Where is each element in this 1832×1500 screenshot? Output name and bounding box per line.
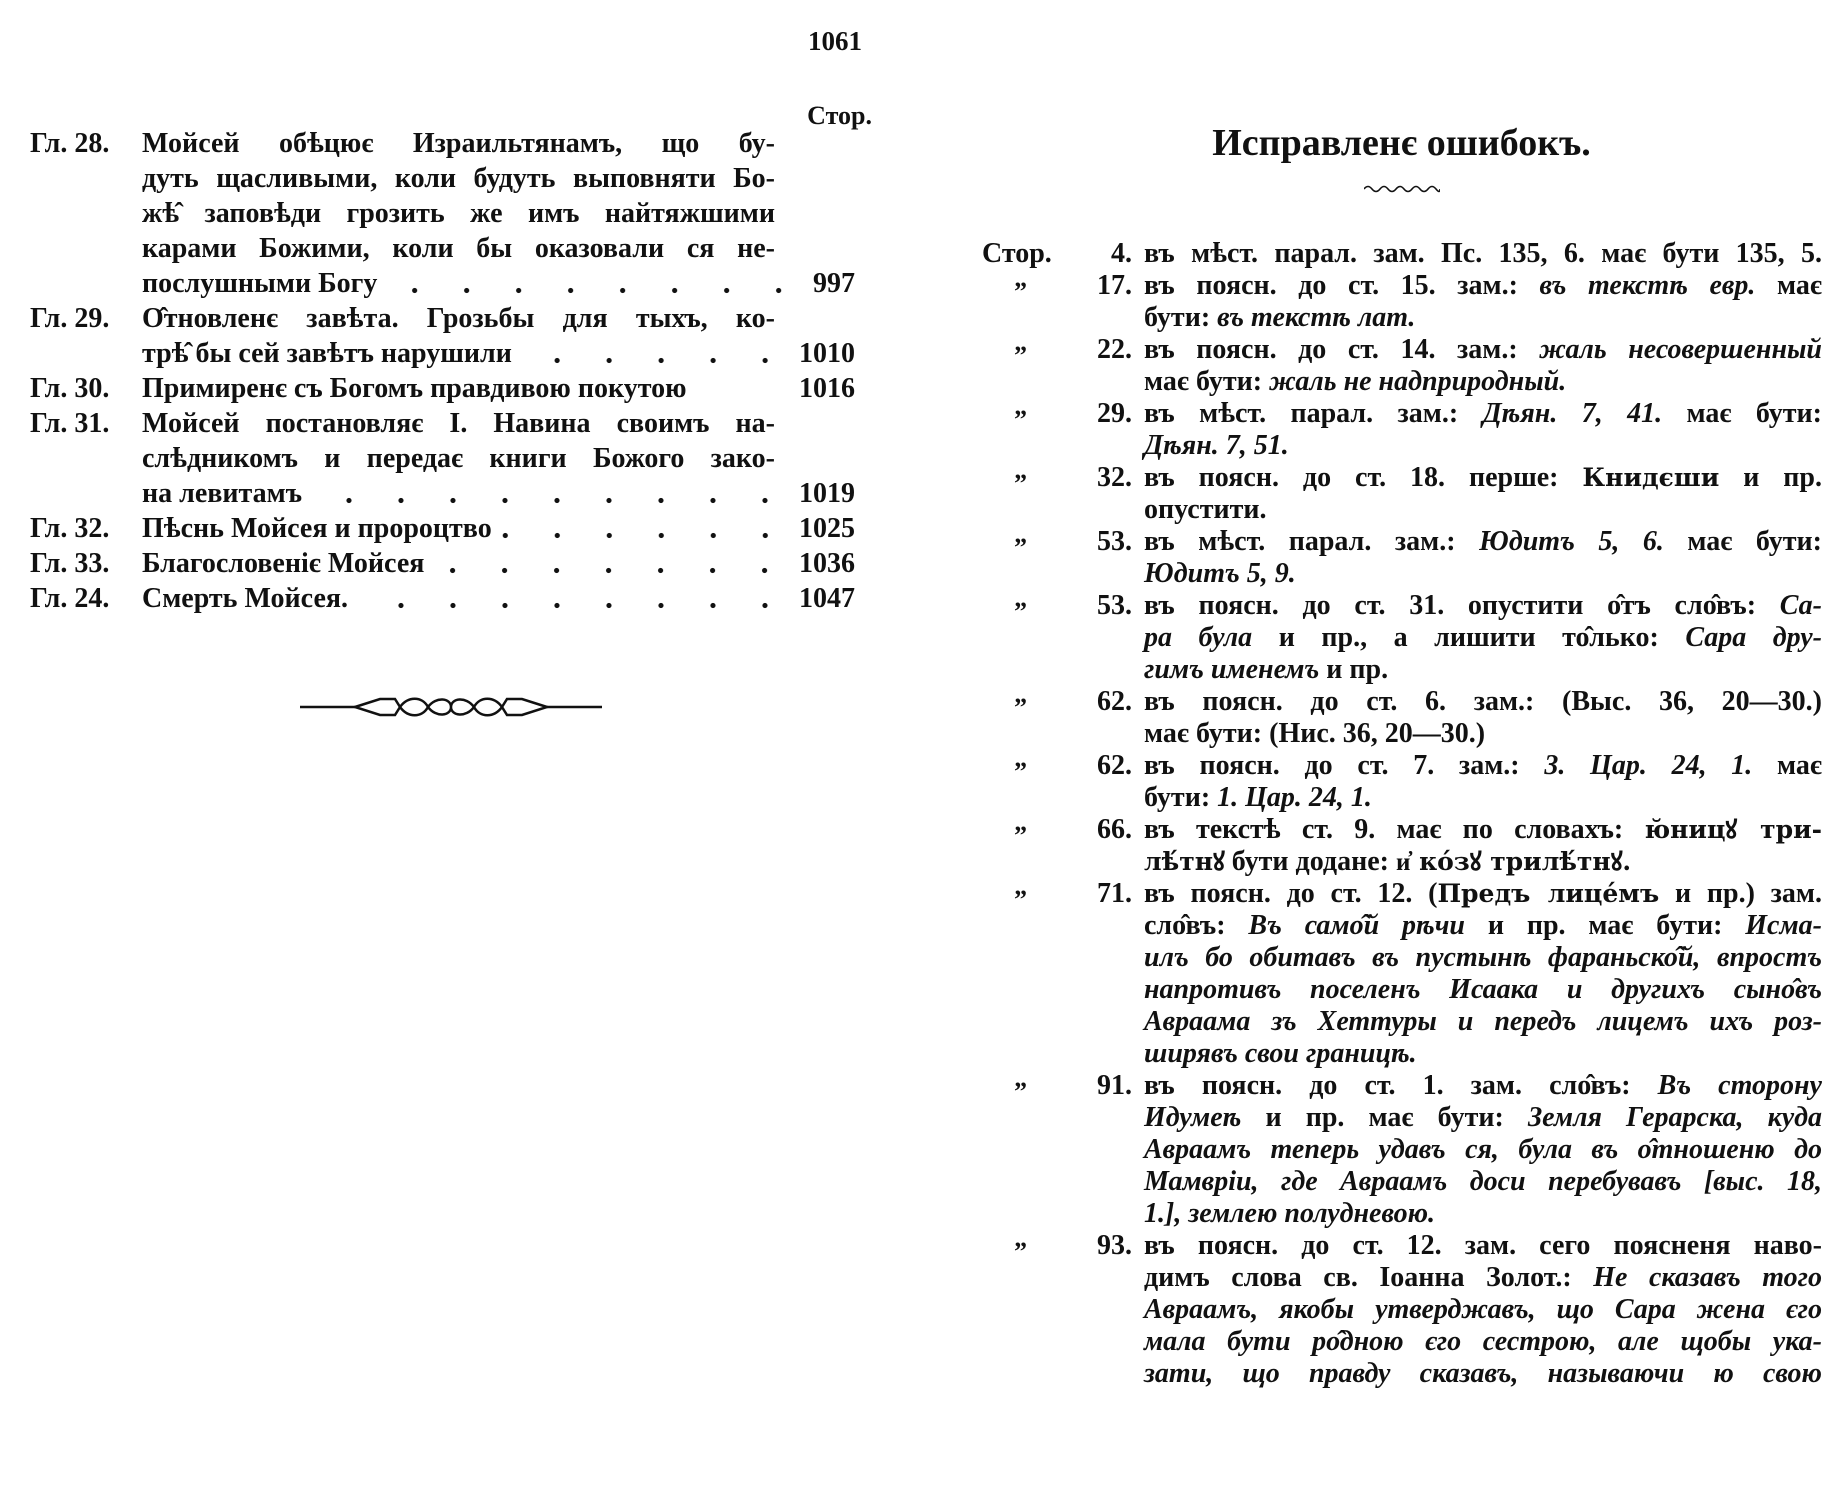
text-segment: ширявъ свои границѣ. [1144, 1038, 1417, 1069]
text-segment: має [1755, 270, 1822, 301]
page-number-ref: 91. [1097, 1070, 1132, 1101]
page-ref: 1019 [799, 478, 855, 509]
text-segment: Мамвріи, где Авраамъ доси перебувавъ [выс. 18, [1144, 1166, 1822, 1197]
text-segment: въ поясн. до ст. 7. зам.: [1144, 750, 1545, 781]
text-segment: и пр. має бути: [1464, 910, 1746, 941]
text-segment: и пр.) зам. [1659, 878, 1822, 909]
errata-line [1144, 1358, 1822, 1390]
errata-entry [0, 238, 1832, 270]
text-segment: Авраамъ теперь удавъ ся, була въ о̂тношеню до [1144, 1134, 1822, 1165]
errata-line [1144, 718, 1822, 750]
toc-page-column-label: Стор. [807, 101, 872, 130]
errata-line [1144, 366, 1822, 398]
page-number-ref: 53. [1097, 590, 1132, 621]
errata-line [1144, 238, 1822, 270]
text-segment: 1.], землею полудневою. [1144, 1198, 1436, 1229]
page-ref: 997 [813, 268, 855, 299]
errata-line [1144, 526, 1822, 558]
text-segment: Дѣян. 7, 41. [1482, 398, 1663, 429]
page-number-ref: 22. [1097, 334, 1132, 365]
text-segment: гимъ именемъ [1144, 654, 1320, 685]
text-segment: и пр., а лишити то̂лько: [1252, 622, 1686, 653]
ditto-mark: ” [1014, 533, 1027, 562]
chapter-label: Гл. 32. [30, 513, 110, 544]
errata-entry [0, 1230, 1832, 1390]
errata-line [1144, 590, 1822, 622]
errata-entry [0, 878, 1832, 1070]
toc-line: карами Божими, коли бы оказовали ся не- [142, 233, 775, 264]
errata-line [1144, 462, 1822, 494]
errata-line [1144, 1070, 1822, 1102]
text-segment: Книдєши [1582, 463, 1720, 492]
errata-line [1144, 270, 1822, 302]
text-segment: ю̆ницꙋ три- [1644, 815, 1823, 844]
ditto-mark: ” [1014, 693, 1027, 722]
wavy-rule-icon [1364, 182, 1440, 196]
text-segment: 3. Цар. 24, 1. [1544, 750, 1753, 781]
errata-entry [0, 398, 1832, 462]
text-segment: Юдитъ 5, 9. [1144, 558, 1296, 589]
text-segment: лѣ́тнꙋ [1144, 847, 1225, 876]
errata-line [1144, 942, 1822, 974]
page-number-ref: 32. [1097, 462, 1132, 493]
toc-line: слѣдникомъ и передає книги Божого зако- [142, 443, 775, 474]
text-segment: въ мѣст. парал. зам. Пс. 135, 6. має бути 135, 5. [1144, 238, 1822, 269]
text-segment: Предъ лице́мъ [1437, 879, 1660, 908]
errata-line [1144, 750, 1822, 782]
toc-line-text: Пѣснь Мойсея и пророцтво [142, 513, 492, 544]
text-segment: въ мѣст. парал. зам.: [1144, 398, 1483, 429]
text-segment: Земля Герарска, куда [1527, 1102, 1822, 1133]
text-segment: опустити. [1144, 494, 1267, 525]
toc-line: О̂тновленє завѣта. Грозьбы для тыхъ, ко- [142, 303, 775, 334]
errata-entry [0, 814, 1832, 878]
errata-line [1144, 334, 1822, 366]
page-number-ref: 29. [1097, 398, 1132, 429]
toc-line-text: на левитамъ [142, 478, 303, 509]
errata-line [1144, 1230, 1822, 1262]
errata-line [1144, 1166, 1822, 1198]
text-segment: має [1752, 750, 1823, 781]
chapter-label: Гл. 31. [30, 408, 110, 439]
text-segment: въ поясн. до ст. 18. перше: [1144, 462, 1583, 493]
text-segment: и пр. [1719, 462, 1822, 493]
text-segment: бути додане: [1224, 846, 1396, 877]
text-segment: Въ сторону [1657, 1070, 1822, 1101]
text-segment: въ текстѣ ст. 9. має по словахъ: [1144, 814, 1645, 845]
page-number-ref: 53. [1097, 526, 1132, 557]
chapter-label: Гл. 30. [30, 373, 110, 404]
text-segment: и҆ ко́зꙋ трилѣ́тнꙋ. [1395, 847, 1632, 876]
errata-entry [0, 270, 1832, 334]
text-segment: въ поясн. до ст. 15. зам.: [1144, 270, 1540, 301]
errata-line [1144, 686, 1822, 718]
text-segment: въ текстѣ лат. [1217, 302, 1416, 333]
text-segment: димъ слова св. Іоанна Золот.: [1144, 1262, 1594, 1293]
errata-title: Исправленє ошибокъ. [1212, 122, 1591, 164]
text-segment: має бути: [1662, 398, 1822, 429]
ditto-mark: ” [1014, 1237, 1027, 1266]
errata-entry [0, 686, 1832, 750]
errata-line [1144, 974, 1822, 1006]
text-segment: въ поясн. до ст. 1. зам. сло̂въ: [1144, 1070, 1658, 1101]
errata-line [1144, 1006, 1822, 1038]
errata-entry [0, 462, 1832, 526]
page-number: 1061 [808, 26, 862, 56]
text-segment: сло̂въ: [1144, 910, 1249, 941]
chapter-label: Гл. 29. [30, 303, 110, 334]
text-segment: въ мѣст. парал. зам.: [1144, 526, 1480, 557]
text-segment: въ поясн. до ст. 14. зам.: [1144, 334, 1540, 365]
page-ref: 1016 [799, 373, 855, 404]
text-segment: Юдитъ 5, 6. [1479, 526, 1664, 557]
errata-entry [0, 1070, 1832, 1230]
errata-entry [0, 526, 1832, 590]
toc-line: Мойсей постановляє І. Навина своимъ на- [142, 408, 775, 439]
text-segment: Авраамъ, якобы утверджавъ, що Сара жена єго [1144, 1294, 1822, 1325]
toc-line: жѣ̂ заповѣди грозить же имъ найтяжшими [142, 198, 775, 229]
errata-line [1144, 878, 1822, 910]
ditto-mark: ” [1014, 885, 1027, 914]
text-segment: Въ само̂й рѣчи [1248, 910, 1465, 941]
errata-line [1144, 846, 1822, 878]
text-segment: Са- [1779, 590, 1822, 621]
errata-line [1144, 910, 1822, 942]
text-segment: має бути: [1144, 366, 1270, 397]
page-ref: 1010 [799, 338, 855, 369]
text-segment: въ текстѣ евр. [1539, 270, 1756, 301]
ditto-mark: ” [1014, 1077, 1027, 1106]
text-segment: въ поясн. до ст. 12. ( [1144, 878, 1438, 909]
toc-line-text: Смерть Мойсея. [142, 583, 349, 614]
text-segment: и пр. має бути: [1241, 1102, 1528, 1133]
errata-line [1144, 1198, 1822, 1230]
page-number-ref: 17. [1097, 270, 1132, 301]
errata-line [1144, 398, 1822, 430]
toc-line-text: трѣ̂ бы сей завѣтъ нарушили [142, 338, 512, 369]
errata-line [1144, 1134, 1822, 1166]
page-number-ref: 71. [1097, 878, 1132, 909]
errata-entry [0, 334, 1832, 398]
errata-entry [0, 750, 1832, 814]
errata-line [1144, 1326, 1822, 1358]
text-segment: Не сказавъ того [1593, 1262, 1822, 1293]
text-segment: илъ бо обитавъ въ пустынѣ фараньско̂й, впростъ [1144, 942, 1822, 973]
text-segment: въ поясн. до ст. 31. опустити о̂тъ сло̂въ: [1144, 590, 1780, 621]
ditto-mark: ” [1014, 757, 1027, 786]
text-segment: и пр. [1319, 654, 1389, 685]
ditto-mark: ” [1014, 405, 1027, 434]
text-segment: въ поясн. до ст. 12. зам. сего поясненя наво- [1144, 1230, 1822, 1261]
text-segment: напротивъ поселенъ Исаака и другихъ сыно̂въ [1144, 974, 1822, 1005]
errata-list [0, 238, 1832, 1390]
text-segment: 1. Цар. 24, 1. [1217, 782, 1372, 813]
page-number-ref: 66. [1097, 814, 1132, 845]
text-segment: Исма- [1745, 910, 1822, 941]
text-segment: зати, що правду сказавъ, называючи ю свою [1144, 1358, 1822, 1389]
text-segment: жаль несовершенный [1539, 334, 1822, 365]
chapter-label: Гл. 28. [30, 128, 110, 159]
text-segment: має бути: [1663, 526, 1822, 557]
chapter-label: Гл. 24. [30, 583, 110, 614]
errata-line [1144, 1102, 1822, 1134]
text-segment: Сара дру- [1685, 622, 1822, 653]
text-segment: бути: [1144, 302, 1218, 333]
text-segment: ра була [1144, 622, 1253, 653]
text-segment: жаль не надприродный. [1269, 366, 1567, 397]
text-segment: мала бути ро̂дною єго сестрою, але щобы ука- [1144, 1326, 1822, 1357]
errata-line [1144, 1038, 1822, 1070]
text-segment: Идумеѣ [1144, 1102, 1242, 1133]
errata-line [1144, 1262, 1822, 1294]
chapter-label: Гл. 33. [30, 548, 110, 579]
errata-line [1144, 1294, 1822, 1326]
text-segment: має бути: (Нис. 36, 20—30.) [1144, 718, 1486, 749]
ditto-mark: ” [1014, 341, 1027, 370]
errata-line [1144, 814, 1822, 846]
page-number-ref: 62. [1097, 750, 1132, 781]
errata-line [1144, 494, 1822, 526]
text-segment: Дѣян. 7, 51. [1144, 430, 1289, 461]
toc-line: дуть щасливыми, коли будуть выповняти Бо- [142, 163, 775, 194]
text-segment: Авраама зъ Хеттуры и передъ лицемъ ихъ роз- [1144, 1006, 1822, 1037]
page-number-ref: 62. [1097, 686, 1132, 717]
errata-entry [0, 590, 1832, 686]
errata-line [1144, 302, 1822, 334]
page-number-ref: 4. [1111, 238, 1132, 269]
errata-line [1144, 782, 1822, 814]
toc-line-text: Примиренє съ Богомъ правдивою покутою [142, 373, 687, 404]
page-number-ref: 93. [1097, 1230, 1132, 1261]
errata-line [1144, 430, 1822, 462]
errata-line [1144, 558, 1822, 590]
text-segment: въ поясн. до ст. 6. зам.: (Выс. 36, 20—30.) [1144, 686, 1822, 717]
toc-line: Мойсей обѣцює Израильтянамъ, що бу- [142, 128, 775, 159]
ditto-mark: ” [1014, 821, 1027, 850]
ditto-mark: ” [1014, 597, 1027, 626]
ditto-mark: ” [1014, 469, 1027, 498]
text-segment: бути: [1144, 782, 1218, 813]
ditto-mark: ” [1014, 277, 1027, 306]
page-ref: 1047 [799, 583, 855, 614]
errata-line [1144, 622, 1822, 654]
page-ref: 1036 [799, 548, 855, 579]
errata-line [1144, 654, 1822, 686]
toc-line-text: послушными Богу [142, 268, 378, 299]
toc-line-text: Благословеніє Мойсея [142, 548, 425, 579]
page-column-label: Стор. [982, 238, 1052, 269]
page-ref: 1025 [799, 513, 855, 544]
